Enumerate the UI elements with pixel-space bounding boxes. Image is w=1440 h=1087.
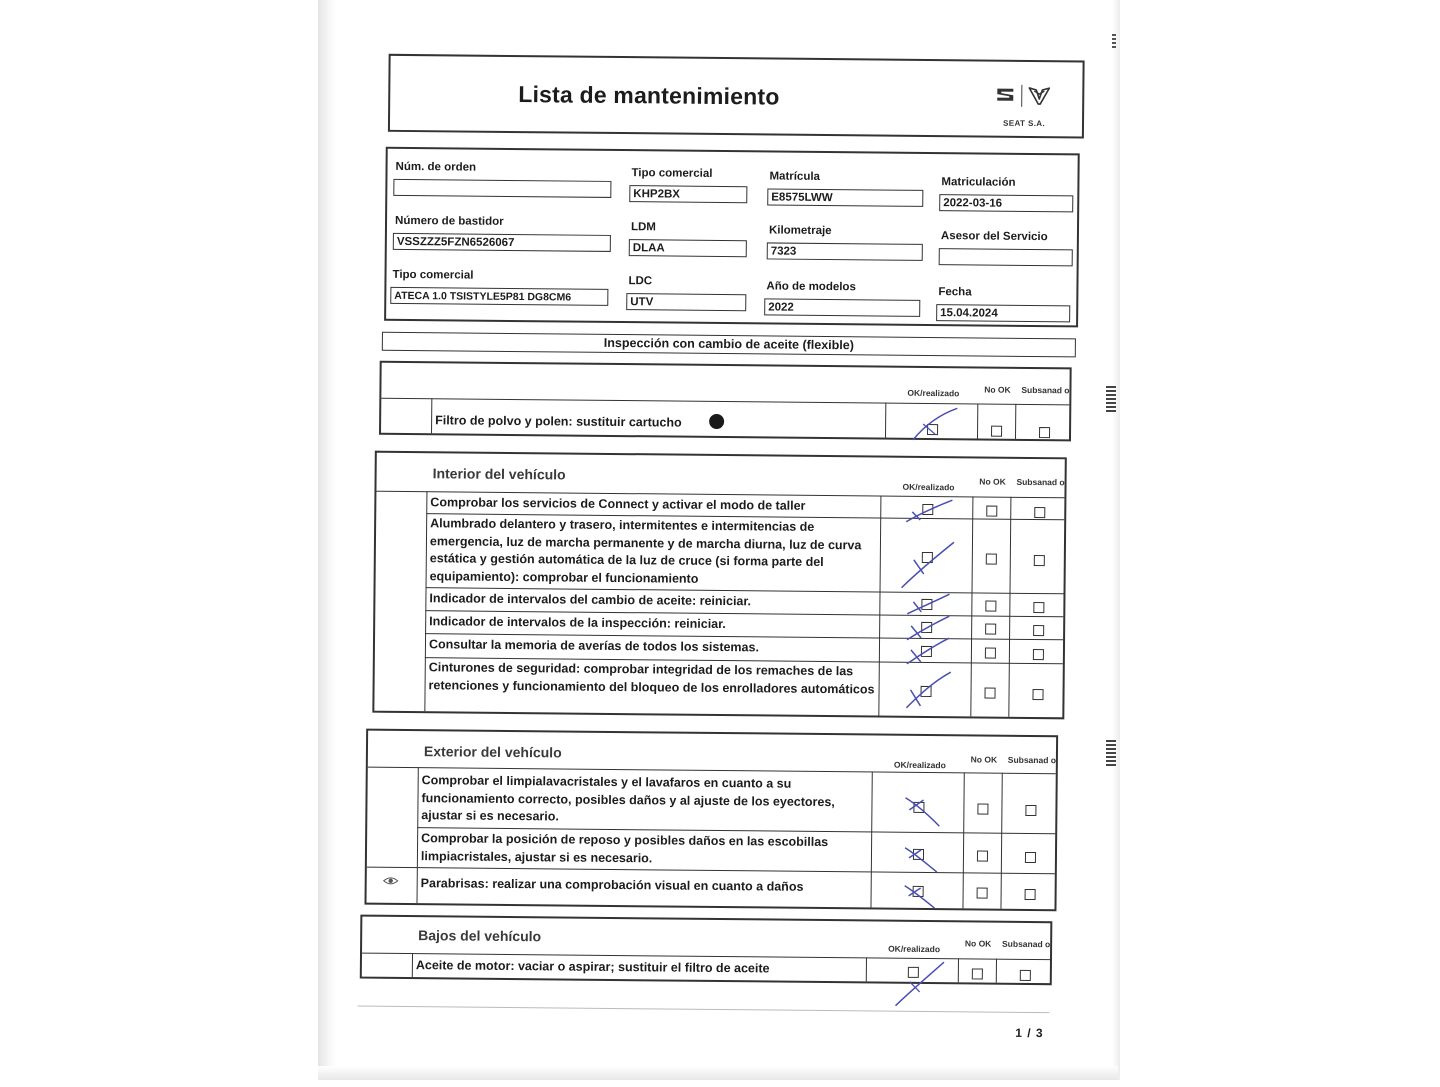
document-title: Lista de mantenimiento — [518, 81, 780, 110]
plate-label: Matrícula — [769, 170, 821, 183]
checkbox-no-ok[interactable] — [977, 887, 988, 898]
col-head-fixed: Subsanad o — [1016, 476, 1065, 488]
checklist-group-underbody — [360, 915, 1053, 986]
checklist-item-text: Aceite de motor: vaciar o aspirar; sustituir el filtro de aceite — [415, 958, 770, 976]
checkbox-no-ok[interactable] — [984, 688, 995, 699]
mileage-label: Kilometraje — [768, 224, 832, 238]
checkbox-no-ok[interactable] — [986, 506, 997, 517]
checklist-item-text: Consultar la memoria de averías de todos los sistemas. — [428, 637, 760, 655]
dot-icon — [709, 414, 724, 429]
order-number-label: Núm. de orden — [395, 160, 477, 174]
vehicle-info-panel — [384, 147, 1080, 328]
advisor-field[interactable] — [939, 248, 1073, 266]
checklist-item-text: Cinturones de seguridad: comprobar integridad de los remaches de las retenciones y funcionamiento del bloqueo de los enrolladores automáticos — [428, 660, 875, 696]
group-title-underbody: Bajos del vehículo — [418, 927, 542, 945]
checkbox-no-ok[interactable] — [977, 803, 988, 814]
checkbox-no-ok[interactable] — [986, 554, 997, 565]
order-number-field[interactable] — [393, 179, 611, 198]
group-title-exterior: Exterior del vehículo — [423, 743, 562, 761]
pen-check-marks — [896, 494, 962, 721]
checkbox-no-ok[interactable] — [991, 426, 1002, 437]
checklist-item-text: Comprobar el limpialavacristales y el lavafaros en cuanto a su funcionamiento correcto, posibles daños y al ajuste de los eyectores, ajustar si es necesario. — [421, 773, 835, 824]
commercial-type-code-label: Tipo comercial — [631, 167, 713, 180]
pen-check-mark — [907, 404, 963, 445]
ldc-field[interactable]: UTV — [626, 293, 746, 311]
checklist-item-text: Comprobar los servicios de Connect y activar el modo de taller — [430, 495, 806, 513]
registration-label: Matriculación — [941, 176, 1016, 189]
checklist-item-text: Alumbrado delantero y trasero, intermitentes e intermitencias de emergencia, luz de marcha permanente y de marcha diurna, luz de curva estática y gestión automática de la luz de cruce (si forma parte del equipamiento): comprobar el funcionamiento — [429, 516, 862, 586]
document-header — [388, 54, 1085, 139]
vin-field[interactable]: VSSZZZ5FZN6526067 — [393, 233, 611, 252]
checkbox-no-ok[interactable] — [977, 850, 988, 861]
vin-label: Número de bastidor — [394, 214, 504, 228]
checkbox-fixed[interactable] — [1020, 970, 1031, 981]
checkbox-no-ok[interactable] — [985, 601, 996, 612]
checkbox-no-ok[interactable] — [985, 624, 996, 635]
commercial-type-code-field[interactable]: KHP2BX — [629, 185, 747, 203]
col-head-no-ok: No OK — [964, 938, 992, 949]
col-head-no-ok: No OK — [979, 476, 1006, 487]
checkbox-fixed[interactable] — [1039, 427, 1050, 438]
section-banner — [382, 332, 1076, 358]
plate-field[interactable]: E8575LWW — [767, 188, 923, 206]
date-label: Fecha — [938, 286, 972, 299]
checkbox-fixed[interactable] — [1032, 689, 1043, 700]
checklist-group-exterior — [364, 729, 1058, 912]
model-year-label: Año de modelos — [766, 280, 856, 294]
checkbox-fixed[interactable] — [1033, 602, 1044, 613]
checklist-item-text: Parabrisas: realizar una comprobación visual en cuanto a daños — [420, 876, 804, 894]
model-year-field[interactable]: 2022 — [764, 298, 920, 316]
brand-logos — [996, 84, 1060, 129]
col-head-ok: OK/realizado — [893, 759, 946, 771]
col-head-fixed: Subsanad o — [1021, 384, 1070, 396]
col-head-fixed: Subsanad o — [1007, 754, 1057, 766]
checklist-group-interior — [372, 451, 1066, 720]
checklist-item-text: Indicador de intervalos de la inspección: reiniciar. — [429, 614, 726, 632]
checklist-group-filter — [379, 361, 1072, 442]
ldm-label: LDM — [630, 221, 656, 234]
logo-divider — [1021, 85, 1022, 107]
advisor-label: Asesor del Servicio — [940, 230, 1048, 244]
commercial-type-field[interactable]: ATECA 1.0 TSISTYLE5P81 DG8CM6 — [390, 287, 608, 306]
pen-check-mark — [892, 958, 952, 1009]
mileage-field[interactable]: 7323 — [767, 242, 923, 260]
checklist-item-text: Indicador de intervalos del cambio de aceite: reiniciar. — [429, 591, 752, 609]
checkbox-fixed[interactable] — [1033, 649, 1044, 660]
company-name: SEAT S.A. — [1002, 118, 1046, 129]
section-title: Inspección con cambio de aceite (flexible) — [603, 335, 854, 353]
pen-cross-marks — [896, 792, 947, 912]
col-head-ok: OK/realizado — [902, 481, 955, 493]
checklist-item-text: Filtro de polvo y polen: sustituir cartucho — [435, 413, 682, 430]
checkbox-fixed[interactable] — [1025, 889, 1036, 900]
col-head-no-ok: No OK — [970, 754, 998, 765]
checkbox-fixed[interactable] — [1034, 555, 1045, 566]
checkbox-fixed[interactable] — [1025, 852, 1036, 863]
group-title-interior: Interior del vehículo — [432, 465, 566, 483]
checkbox-fixed[interactable] — [1033, 625, 1044, 636]
checkbox-no-ok[interactable] — [972, 968, 983, 979]
commercial-type-label: Tipo comercial — [392, 268, 474, 282]
eye-icon — [383, 876, 399, 886]
col-head-no-ok: No OK — [984, 384, 1011, 395]
checklist-item-text: Comprobar la posición de reposo y posibles daños en las escobillas limpiacristales, ajustar si es necesario. — [420, 831, 829, 865]
ldc-label: LDC — [628, 275, 653, 288]
date-field[interactable]: 15.04.2024 — [936, 304, 1070, 322]
col-head-ok: OK/realizado — [907, 387, 960, 399]
col-head-fixed: Subsanad o — [1001, 938, 1051, 950]
ldm-field[interactable]: DLAA — [629, 239, 747, 257]
cupra-logo-icon — [1028, 86, 1050, 106]
registration-field[interactable]: 2022-03-16 — [939, 194, 1073, 212]
seat-logo-icon — [996, 87, 1014, 103]
page-number: 1 / 3 — [1015, 1025, 1044, 1041]
checkbox-fixed[interactable] — [1034, 507, 1045, 518]
checkbox-no-ok[interactable] — [985, 648, 996, 659]
col-head-ok: OK/realizado — [888, 943, 941, 955]
checkbox-fixed[interactable] — [1025, 805, 1036, 816]
